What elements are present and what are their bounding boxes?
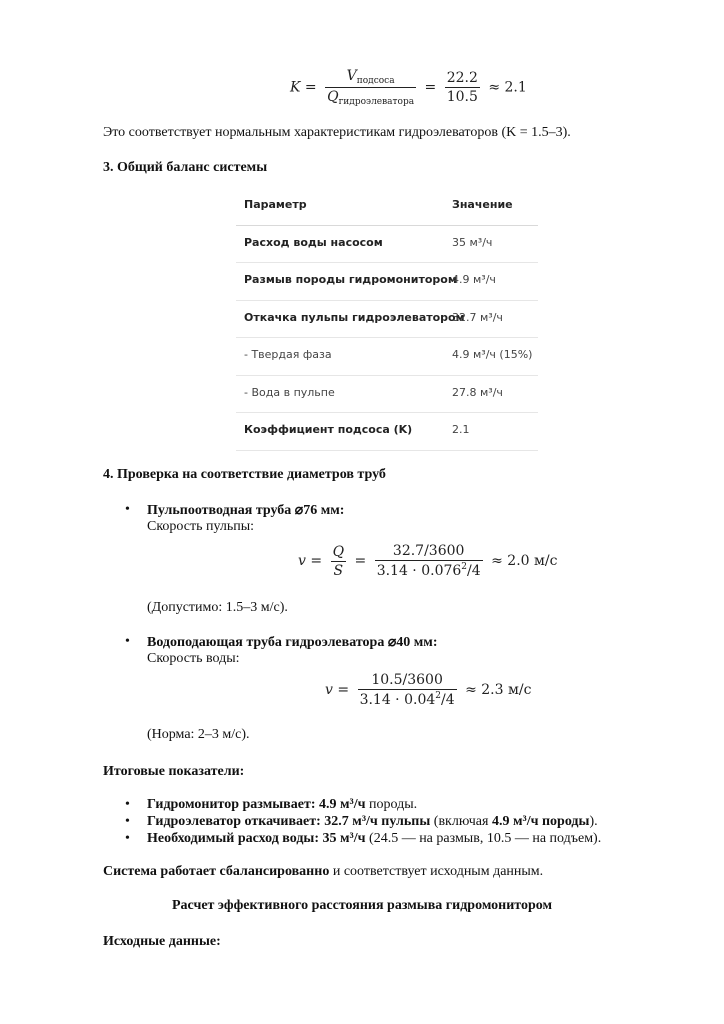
row-param: - Твердая фаза bbox=[244, 348, 332, 361]
summary-item bbox=[147, 814, 598, 830]
formula-pipe2: v = $\frac{10.5/3600}{3.14 \cdot 0.04^2/4}$ ≈ 2.3 м/с bbox=[325, 672, 532, 708]
pipe1-unit: м/с bbox=[534, 553, 558, 569]
pipe2-den-b: /4 bbox=[441, 692, 455, 708]
pipe1-fraction: $\frac{32.7/3600}{3.14 \cdot 0.076^2/4}$ bbox=[376, 543, 481, 579]
row-param: Размыв породы гидромонитором bbox=[244, 273, 457, 286]
formula-k-lhs: K bbox=[290, 79, 301, 96]
flow-symbol: Q bbox=[332, 543, 345, 560]
table-row bbox=[236, 376, 538, 414]
balance-table bbox=[236, 188, 538, 451]
row-param: Коэффициент подсоса (K) bbox=[244, 423, 413, 436]
pipe2-result: ≈ 2.3 bbox=[465, 682, 504, 698]
table-row bbox=[236, 226, 538, 264]
summary-text-2: ). bbox=[589, 814, 598, 829]
row-param: Откачка пульпы гидроэлеватором bbox=[244, 310, 465, 324]
formula-k-values bbox=[445, 70, 480, 105]
row-value: 32.7 м³/ч bbox=[452, 310, 503, 324]
pipe1-numerator: 32.7/3600 bbox=[375, 543, 483, 561]
table-row bbox=[236, 263, 538, 301]
bullet-icon: • bbox=[125, 831, 130, 846]
section-4-title: 4. Проверка на соответствие диаметров труб bbox=[103, 467, 386, 482]
pipe1-den-a: 3.14 · 0.076 bbox=[376, 563, 462, 579]
header-param: Параметр bbox=[244, 198, 307, 211]
area-symbol: S bbox=[333, 562, 344, 579]
numerator-sub: подсоса bbox=[356, 76, 395, 86]
table-header bbox=[236, 188, 538, 226]
pipe2-numerator: 10.5/3600 bbox=[358, 672, 457, 690]
q-over-s bbox=[331, 544, 346, 579]
numerator-var: V bbox=[346, 68, 357, 84]
velocity-symbol: v bbox=[325, 682, 333, 698]
formula-pipe1: v = $\frac{Q}{S}$ = $\frac{32.7/3600}{3.14 \cdot 0.076^2/4}$ ≈ 2.0 м/с bbox=[298, 543, 558, 579]
pipe1-den-b: /4 bbox=[467, 563, 481, 579]
row-param: Расход воды насосом bbox=[244, 235, 383, 249]
numerator-value: 22.2 bbox=[446, 70, 478, 86]
summary-text: породы. bbox=[365, 797, 418, 812]
pipe2-note: (Норма: 2–3 м/с). bbox=[147, 727, 250, 742]
conclusion-text: и соответствует исходным данным. bbox=[329, 864, 544, 879]
table-row bbox=[236, 301, 538, 339]
pipe1-title: Пульпоотводная труба ⌀76 мм: bbox=[147, 503, 345, 518]
pipe1-result: ≈ 2.0 bbox=[491, 553, 530, 569]
pipe2-subtitle: Скорость воды: bbox=[147, 651, 240, 666]
conclusion bbox=[103, 864, 543, 880]
pipe1-note: (Допустимо: 1.5–3 м/с). bbox=[147, 600, 288, 615]
velocity-symbol: v bbox=[298, 553, 306, 569]
bullet-icon: • bbox=[125, 634, 130, 649]
formula-k-ratio bbox=[325, 68, 416, 107]
summary-item bbox=[147, 797, 417, 813]
initial-data-heading: Исходные данные: bbox=[103, 934, 221, 949]
pipe1-subtitle: Скорость пульпы: bbox=[147, 519, 255, 534]
pipe2-unit: м/с bbox=[507, 682, 532, 698]
denominator-var: Q bbox=[327, 89, 339, 105]
row-value: 4.9 м³/ч bbox=[452, 273, 496, 286]
bullet-icon: • bbox=[125, 814, 130, 829]
summary-bold-2: 4.9 м³/ч породы bbox=[491, 814, 590, 829]
pipe2-den-a: 3.14 · 0.04 bbox=[359, 692, 436, 708]
pipe2-title: Водоподающая труба гидроэлеватора ⌀40 мм: bbox=[147, 635, 438, 650]
row-value: 2.1 bbox=[452, 423, 470, 436]
pipe2-fraction: $\frac{10.5/3600}{3.14 \cdot 0.04^2/4}$ bbox=[359, 672, 455, 708]
header-value: Значение bbox=[452, 198, 513, 211]
paragraph-k-note: Это соответствует нормальным характеристикам гидроэлеваторов (K = 1.5–3). bbox=[103, 125, 571, 140]
conclusion-bold: Система работает сбалансированно bbox=[103, 864, 330, 879]
row-param: - Вода в пульпе bbox=[244, 385, 335, 399]
summary-bold: Гидроэлеватор откачивает: 32.7 м³/ч пульпы bbox=[147, 814, 431, 829]
denominator-sub: гидроэлеватора bbox=[338, 97, 415, 107]
summary-bold: Гидромонитор размывает: 4.9 м³/ч bbox=[147, 797, 366, 812]
section-3-title: 3. Общий баланс системы bbox=[103, 160, 268, 175]
summary-text: (24.5 — на размыв, 10.5 — на подъем). bbox=[365, 831, 602, 846]
summary-text: (включая bbox=[430, 814, 492, 829]
denominator-value: 10.5 bbox=[446, 89, 478, 105]
summary-item bbox=[147, 831, 601, 847]
formula-k-result: ≈ 2.1 bbox=[488, 79, 527, 96]
row-value: 35 м³/ч bbox=[452, 235, 493, 249]
formula-k: K = $\frac{V_{подсоса}}{Q_{гидроэлеватора}}$ = $\frac{22.2}{10.5}$ ≈ 2.1 bbox=[290, 68, 527, 107]
row-value: 4.9 м³/ч (15%) bbox=[452, 348, 533, 361]
bullet-icon: • bbox=[125, 502, 130, 517]
table-row bbox=[236, 413, 538, 451]
summary-title: Итоговые показатели: bbox=[103, 764, 245, 779]
next-section-title: Расчет эффективного расстояния размыва гидромонитором bbox=[171, 898, 553, 913]
bullet-icon: • bbox=[125, 797, 130, 812]
summary-bold: Необходимый расход воды: 35 м³/ч bbox=[147, 831, 366, 846]
row-value: 27.8 м³/ч bbox=[452, 385, 503, 399]
table-row bbox=[236, 338, 538, 376]
